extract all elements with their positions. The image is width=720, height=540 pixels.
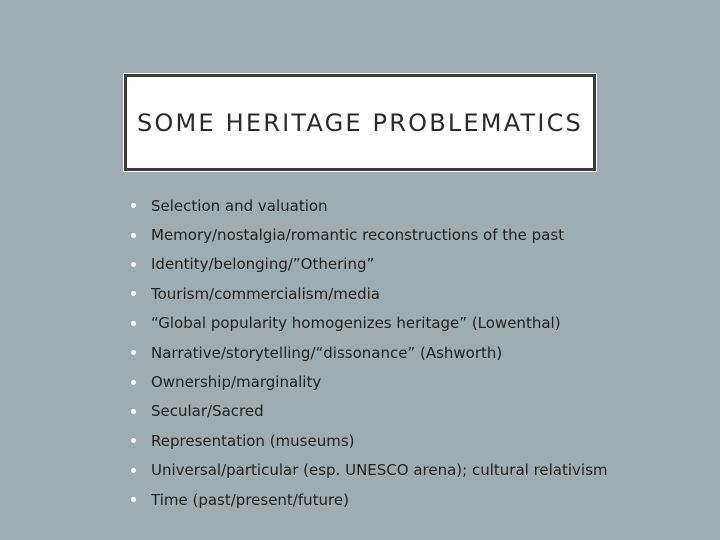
- bullet-text: Time (past/present/future): [151, 490, 349, 509]
- bullet-text: Tourism/commercialism/media: [151, 284, 380, 303]
- bullet-item: [131, 397, 608, 426]
- bullet-item: [131, 426, 608, 455]
- bullet-list: [131, 191, 608, 514]
- bullet-item: [131, 485, 608, 514]
- bullet-text: Identity/belonging/”Othering”: [151, 255, 375, 274]
- bullet-item: [131, 220, 608, 249]
- bullet-item: [131, 279, 608, 308]
- bullet-item: [131, 309, 608, 338]
- bullet-item: [131, 338, 608, 367]
- bullet-dot-icon: [131, 233, 136, 238]
- bullet-text: Memory/nostalgia/romantic reconstructions of the past: [151, 226, 565, 245]
- title-box: [124, 74, 596, 171]
- bullet-dot-icon: [131, 409, 136, 414]
- bullet-dot-icon: [131, 438, 136, 443]
- bullet-text: Selection and valuation: [151, 196, 328, 215]
- bullet-dot-icon: [131, 497, 136, 502]
- bullet-item: [131, 250, 608, 279]
- bullet-dot-icon: [131, 468, 136, 473]
- bullet-item: [131, 191, 608, 220]
- bullet-text: Ownership/marginality: [151, 373, 322, 392]
- bullet-item: [131, 456, 608, 485]
- bullet-item: [131, 367, 608, 396]
- bullet-text: Universal/particular (esp. UNESCO arena); cultural relativism: [151, 461, 608, 480]
- bullet-text: “Global popularity homogenizes heritage” (Lowenthal): [151, 314, 561, 333]
- bullet-dot-icon: [131, 321, 136, 326]
- slide-title: SOME HERITAGE PROBLEMATICS: [136, 108, 583, 137]
- bullet-text: Representation (museums): [151, 431, 355, 450]
- bullet-dot-icon: [131, 350, 136, 355]
- bullet-dot-icon: [131, 291, 136, 296]
- bullet-dot-icon: [131, 380, 136, 385]
- bullet-text: Narrative/storytelling/“dissonance” (Ashworth): [151, 343, 503, 362]
- bullet-dot-icon: [131, 203, 136, 208]
- bullet-text: Secular/Sacred: [151, 402, 264, 421]
- bullet-dot-icon: [131, 262, 136, 267]
